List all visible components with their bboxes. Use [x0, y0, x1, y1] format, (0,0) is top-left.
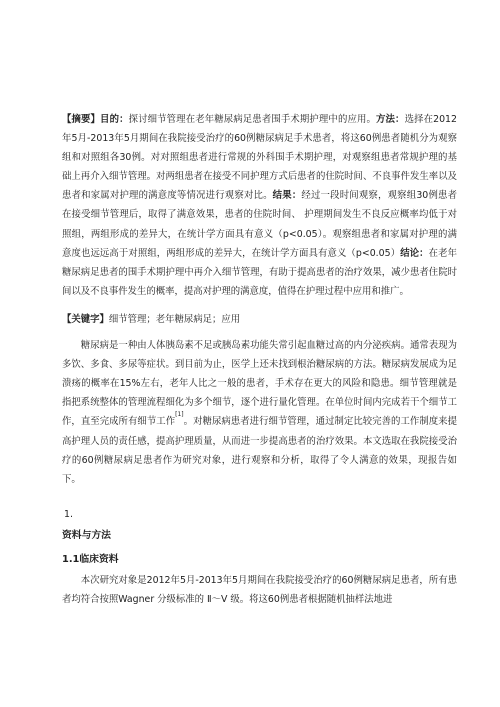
intro-paragraph: [62, 336, 457, 489]
abstract-conclusion-label: 结论：: [400, 247, 429, 259]
clinical-paragraph: 本次研究对象是2012年5月-2013年5月期间在我院接受治疗的60例糖尿病足患者，所有患者均符合按照Wagner 分级标准的 Ⅱ～Ⅴ 级。将这60例患者根据随机抽样法地进: [62, 575, 457, 606]
abstract-paragraph: [62, 110, 457, 301]
intro-text-2: 。对糖尿病患者进行细节管理，通过制定比较完善的工作制度来提高护理人员的责任感，提高护理质量，从而进一步提高患者的治疗效果。本文选取在我院接受治疗的60例糖尿病足患者作为研究对象，进行观察和分析，取得了令人满意的效果，现报告如下。: [62, 416, 457, 485]
abstract-method-label: 方法：: [376, 114, 405, 125]
abstract-purpose: 探讨细节管理在老年糖尿病足患者围手术期护理中的应用。: [128, 114, 377, 125]
keywords-label: 【关键字】: [62, 313, 109, 325]
abstract-label: 【摘要】目的：: [62, 114, 129, 125]
keywords-line: [62, 310, 457, 329]
abstract-result: 经过一段时间观察，观察组30例患者在接受细节管理后，取得了满意效果，患者的住院时间、 护理期间发生不良反应概率均低于对照组，两组形成的差异大，在统计学方面具有意义（p<0.05）。观察组患者和家属对护理的满意度也远远高于对照组，两组形成的差异大，在统计学方面具有意义（p<0.05）: [62, 190, 457, 259]
abstract-method: 选择在2012年5月-2013年5月期间在我院接受治疗的60例糖尿病足手术患者，将这60例患者随机分为观察组和对照组各30例。对对照组患者进行常规的外科围手术期护理，对观察组患者常规护理的基础上再介入细节管理。对两组患者在接受不同护理方式后患者的住院时间、不良事件发生率以及患者和家属对护理的满意度等情况进行观察对比。: [62, 114, 457, 202]
intro-text-1: 糖尿病是一种由人体胰岛素不足或胰岛素功能失常引起血糖过高的内分泌疾病。通常表现为多饮、多食、多尿等症状。到目前为止，医学上还未找到根治糖尿病的方法。糖尿病发展成为足溃疡的概率在15%左右，老年人比之一般的患者，手术存在更大的风险和隐患。细节管理就是指把系统整体的管理流程细化为多个细节，逐个进行量化管理。在单位时间内完成若干个细节工作，直至完成所有细节工作: [62, 340, 457, 428]
section-heading: 资料与方法: [62, 529, 111, 541]
abstract-conclusion: 在老年糖尿病足患者的围手术期护理中再介入细节管理，有助于提高患者的治疗效果，减少患者住院时间以及不良事件发生的概率，提高对护理的满意度，值得在护理过程中应用和推广。: [62, 247, 457, 297]
abstract-result-label: 结果：: [272, 190, 302, 202]
citation-marker: [1]: [175, 411, 184, 419]
keywords-value: 细节管理；老年糖尿病足；应用: [108, 313, 241, 325]
subsection-heading: 1.1临床资料: [62, 553, 119, 565]
document-page: [62, 110, 457, 609]
section-number: 1.: [64, 508, 73, 520]
